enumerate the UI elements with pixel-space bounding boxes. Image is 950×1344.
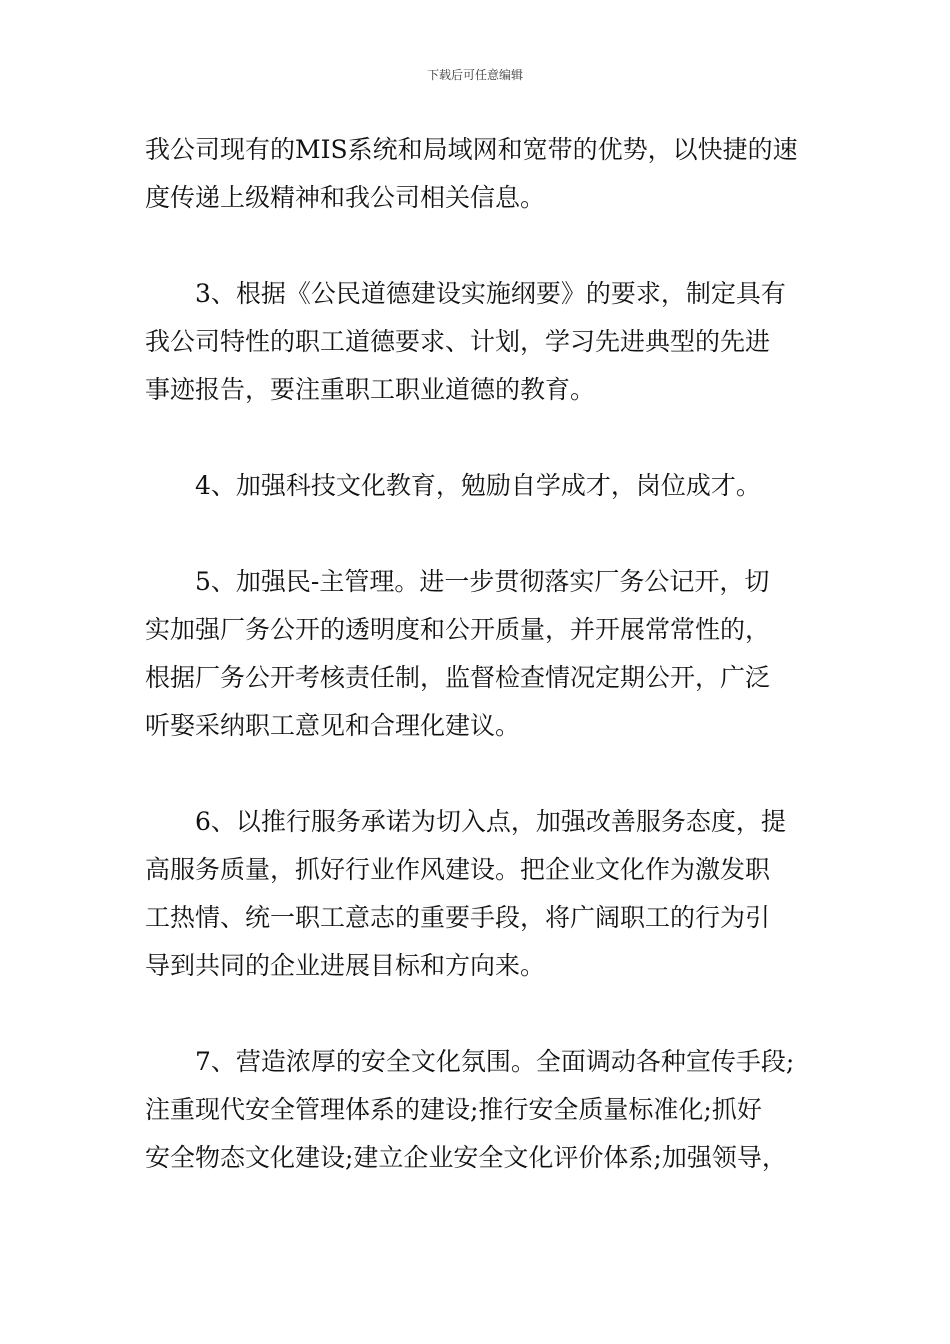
paragraph-5-line-1: 5、加强民-主管理。进一步贯彻落实厂务公记开，切 (195, 567, 770, 596)
paragraph-1-line-2: 度传递上级精神和我公司相关信息。 (145, 183, 546, 212)
paragraph-5-line-4: 听娶采纳职工意见和合理化建议。 (145, 711, 521, 740)
paragraph-gap (145, 510, 810, 558)
paragraph-gap (145, 222, 810, 270)
paragraph-6-line-2: 高服务质量，抓好行业作风建设。把企业文化作为激发职 (145, 855, 771, 884)
paragraph-gap (145, 990, 810, 1038)
document-body (145, 126, 810, 1182)
paragraph-6-line-1: 6、以推行服务承诺为切入点，加强改善服务态度，提 (195, 807, 786, 836)
paragraph-7-line-3: 安全物态文化建设;建立企业安全文化评价体系;加强领导， (145, 1143, 787, 1172)
paragraph-7-line-2: 注重现代安全管理体系的建设;推行安全质量标准化;抓好 (145, 1095, 762, 1124)
paragraph-3-line-3: 事迹报告，要注重职工职业道德的教育。 (145, 375, 596, 404)
paragraph-1-line-1: 我公司现有的MIS系统和局域网和宽带的优势，以快捷的速 (145, 135, 798, 164)
page-header: 下载后可任意编辑 (426, 68, 523, 82)
paragraph-gap (145, 750, 810, 798)
paragraph-6-line-3: 工热情、统一职工意志的重要手段，将广阔职工的行为引 (145, 903, 771, 932)
paragraph-5-line-3: 根据厂务公开考核责任制，监督检查情况定期公开，广泛 (145, 663, 771, 692)
paragraph-4-line-1: 4、加强科技文化教育，勉励自学成才，岗位成才。 (195, 471, 761, 500)
paragraph-gap (145, 414, 810, 462)
paragraph-6-line-4: 导到共同的企业进展目标和方向来。 (145, 951, 546, 980)
paragraph-7-line-1: 7、营造浓厚的安全文化氛围。全面调动各种宣传手段; (195, 1047, 795, 1076)
paragraph-3-line-2: 我公司特性的职工道德要求、计划，学习先进典型的先进 (145, 327, 771, 356)
paragraph-3-line-1: 3、根据《公民道德建设实施纲要》的要求，制定具有 (195, 279, 786, 308)
paragraph-5-line-2: 实加强厂务公开的透明度和公开质量，并开展常常性的， (145, 615, 771, 644)
